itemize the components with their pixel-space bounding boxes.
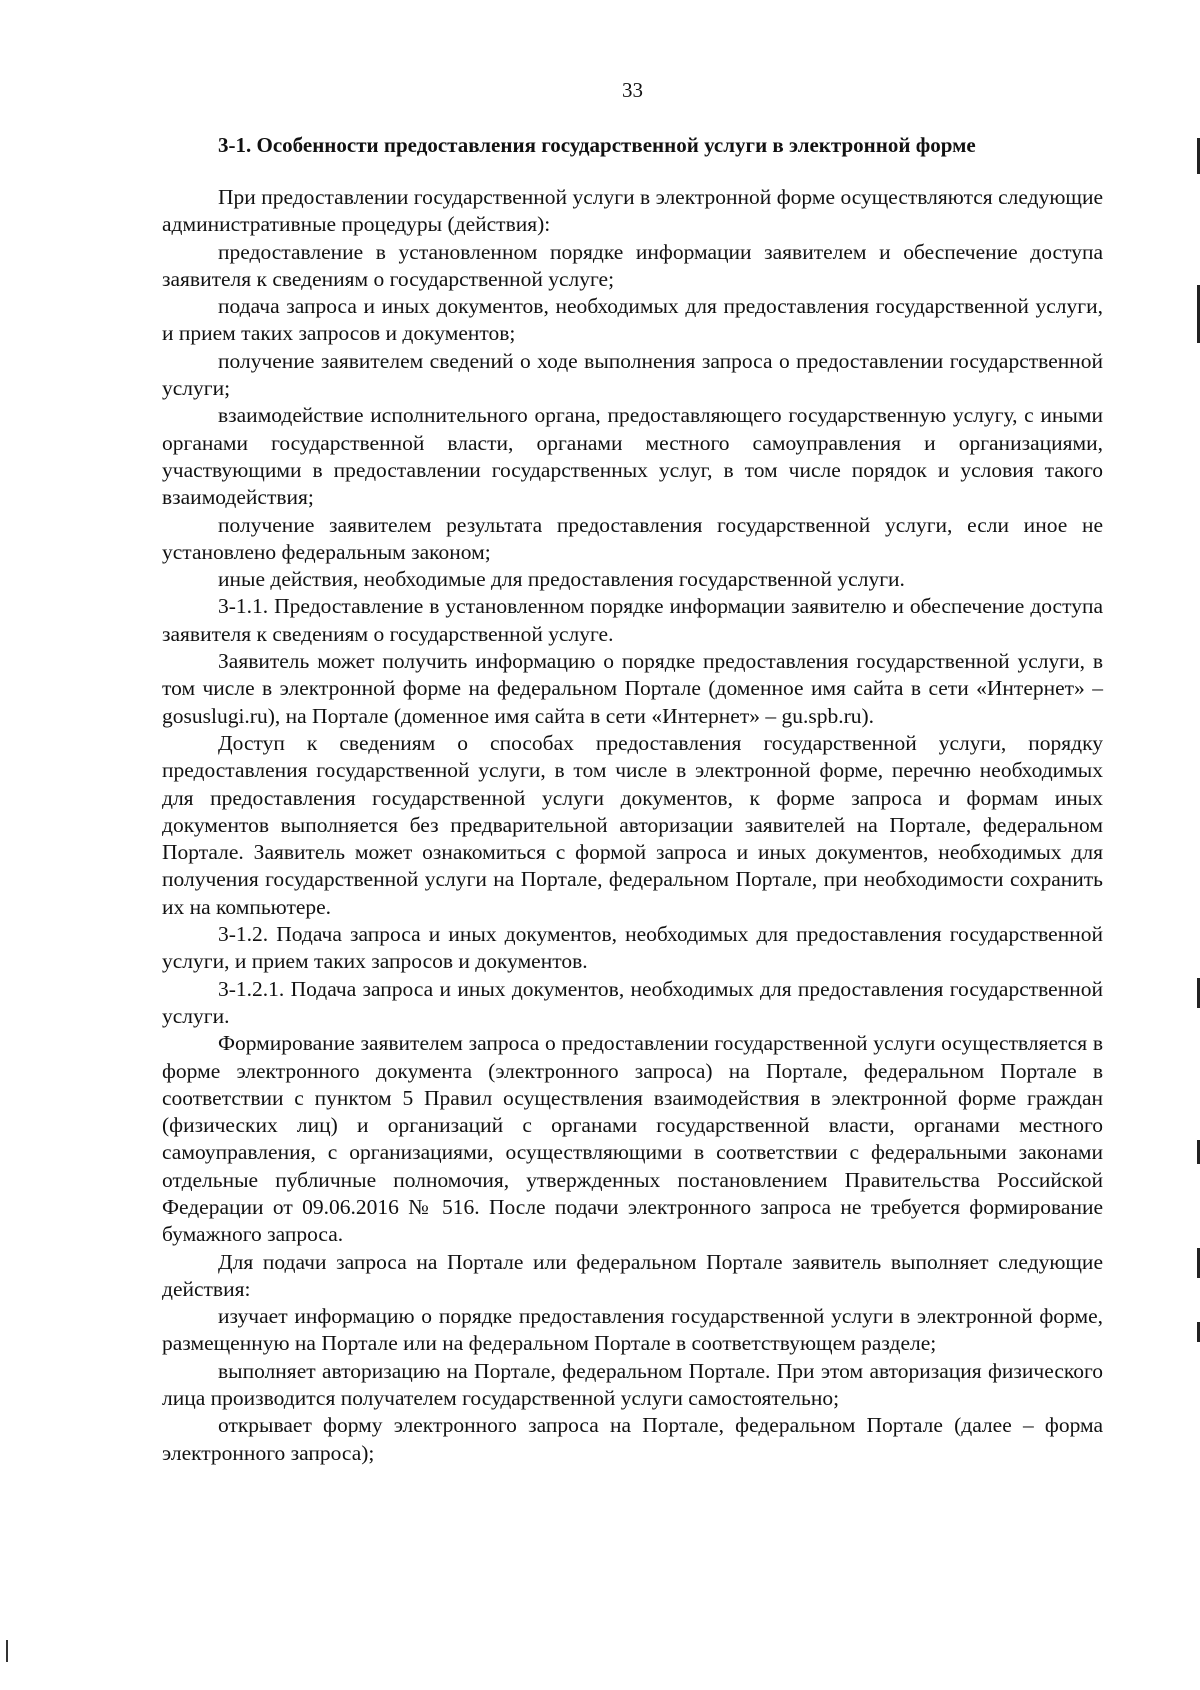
paragraph: предоставление в установленном порядке информации заявителем и обеспечение доступа заявителя к сведениям о государственной услуге; — [162, 239, 1103, 291]
paragraph: При предоставлении государственной услуги в электронной форме осуществляются следующие административные процедуры (действия): — [162, 185, 1103, 237]
scan-edge-mark — [6, 1640, 8, 1662]
paragraph: Заявитель может получить информацию о порядке предоставления государственной услуги, в том числе в электронной форме на федеральном Портале (доменное имя сайта в сети «Интернет» – gosuslugi.ru), на Портале (доменное имя сайта в сети «Интернет» – gu.spb.ru). — [162, 649, 1103, 728]
paragraph: 3-1.2. Подача запроса и иных документов, необходимых для предоставления государственной услуги, и прием таких запросов и документов. — [162, 922, 1103, 974]
paragraph: изучает информацию о порядке предоставления государственной услуги в электронной форме, размещенную на Портале или на федеральном Портале в соответствующем разделе; — [162, 1304, 1103, 1356]
paragraph: Для подачи запроса на Портале или федеральном Портале заявитель выполняет следующие действия: — [162, 1249, 1103, 1301]
paragraph: Формирование заявителем запроса о предоставлении государственной услуги осуществляется в форме электронного документа (электронного запроса) на Портале, федеральном Портале в соответствии с пунктом 5 Правил осуществления взаимодействия в электронной форме граждан (физических лиц) и организаций с органами государственной власти, органами местного самоуправления, с организациями, осуществляющими в соответствии с федеральными законами отдельные публичные полномочия, утвержденных постановлением Правительства Российской Федерации от 09.06.2016 № 516. После подачи электронного запроса не требуется формирование бумажного запроса. — [162, 1031, 1103, 1247]
paragraph: Доступ к сведениям о способах предоставления государственной услуги, порядку предоставления государственной услуги, в том числе в электронной форме, перечню необходимых для предоставления государственной услуги документов, к форме запроса и формам иных документов выполняется без предварительной авторизации заявителей на Портале, федеральном Портале. Заявитель может ознакомиться с формой запроса и иных документов, необходимых для получения государственной услуги на Портале, федеральном Портале, при необходимости сохранить их на компьютере. — [162, 730, 1103, 919]
document-body — [162, 184, 1103, 1467]
paragraph: получение заявителем результата предоставления государственной услуги, если иное не установлено федеральным законом; — [162, 512, 1103, 564]
paragraph: иные действия, необходимые для предоставления государственной услуги. — [218, 567, 905, 592]
paragraph: 3-1.2.1. Подача запроса и иных документов, необходимых для предоставления государственной услуги. — [162, 976, 1103, 1028]
page-number: 33 — [622, 78, 643, 102]
paragraph: подача запроса и иных документов, необходимых для предоставления государственной услуги, и прием таких запросов и документов; — [162, 294, 1103, 346]
paragraph: выполняет авторизацию на Портале, федеральном Портале. При этом авторизация физического лица производится получателем государственной услуги самостоятельно; — [162, 1358, 1103, 1411]
paragraph: взаимодействие исполнительного органа, предоставляющего государственную услугу, с иными органами государственной власти, органами местного самоуправления и организациями, участвующими в предоставлении государственных услуг, в том числе порядок и условия такого взаимодействия; — [162, 403, 1103, 510]
section-heading: 3-1. Особенности предоставления государственной услуги в электронной форме — [218, 133, 976, 157]
paragraph: открывает форму электронного запроса на Портале, федеральном Портале (далее – форма электронного запроса); — [162, 1413, 1103, 1465]
paragraph: получение заявителем сведений о ходе выполнения запроса о предоставлении государственной услуги; — [162, 348, 1103, 401]
paragraph: 3-1.1. Предоставление в установленном порядке информации заявителю и обеспечение доступа заявителя к сведениям о государственной услуге. — [162, 594, 1103, 646]
